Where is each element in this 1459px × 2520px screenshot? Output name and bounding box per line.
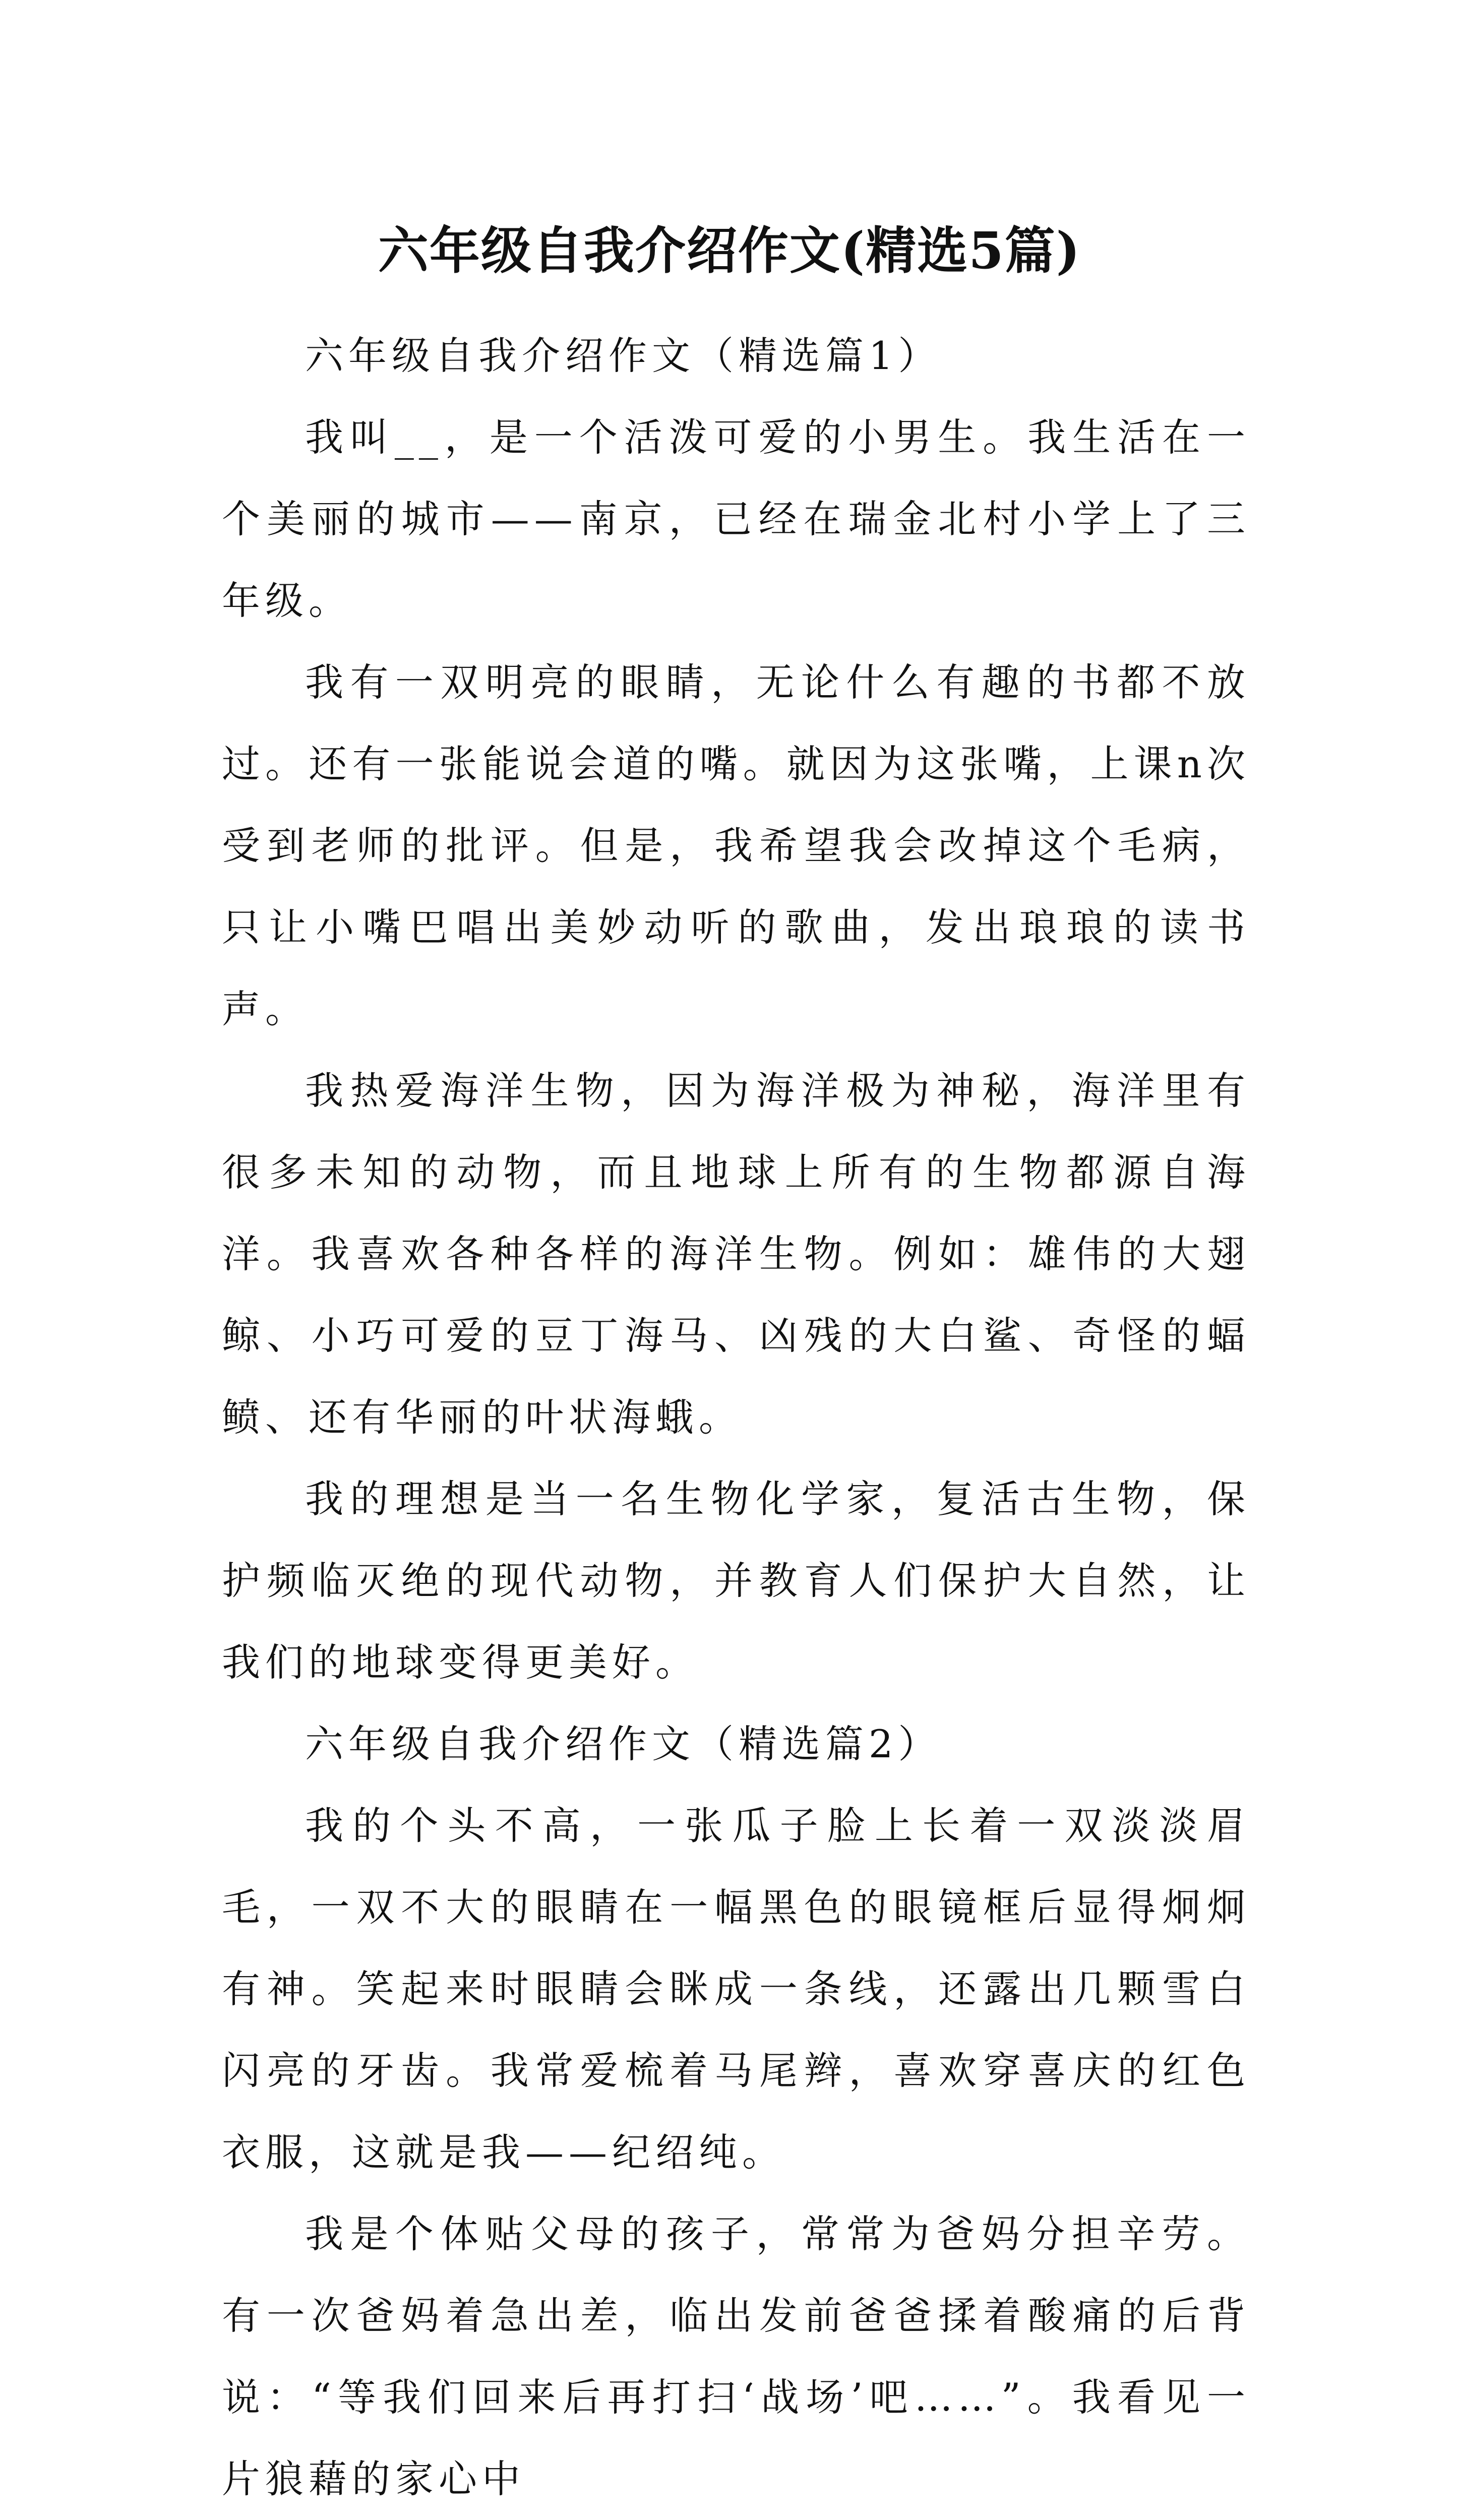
document-body: [222, 315, 1250, 2520]
paragraph: 我有一双明亮的眼睛，无论什么有趣的书都不放过。还有一张能说会道的嘴。就因为这张嘴，上课n次受到老师的批评。但是，我希望我会改掉这个毛病，只让小嘴巴唱出美妙动听的歌曲，发出琅琅的读书声。: [222, 660, 1250, 1031]
paragraph: 我的理想是当一名生物化学家，复活古生物，保护频临灭绝的现代动物，并教育人们保护大自然，让我们的地球变得更美好。: [222, 1477, 1250, 1685]
paragraph: 我叫__，是一个活泼可爱的小男生。我生活在一个美丽的城市——南京，已经在瑞金北村小学上了三年级。: [222, 415, 1250, 623]
page-title: 六年级自我介绍作文(精选5篇): [378, 221, 1081, 280]
section-heading-1: 六年级自我介绍作文（精选篇1）: [305, 333, 942, 378]
paragraph: 我是个体贴父母的孩子，常常为爸妈分担辛劳。有一次爸妈着急出差，临出发前爸爸揉着酸痛的后背说：“等我们回来后再打扫‘战场’吧……”。我看见一片狼藉的家心中: [222, 2211, 1250, 2501]
paragraph: 我热爱海洋生物，因为海洋极为神秘，海洋里有很多未知的动物，而且地球上所有的生物都源自海洋。我喜欢各种各样的海洋生物。例如：雄伟的大翅鲸、小巧可爱的豆丁海马、凶残的大白鲨、奇怪的蝠鲼、还有华丽的叶状海蛾。: [222, 1068, 1250, 1440]
paragraph: 我的个头不高，一张瓜子脸上长着一双淡淡眉毛，一双不大的眼睛在一幅黑色的眼镜框后显得炯炯有神。笑起来时眼睛会眯成一条线，还露出几颗雪白闪亮的牙齿。我常爱梳着马尾辫，喜欢穿喜庆的红色衣服，这就是我——纪绍纯。: [222, 1803, 1250, 2175]
section-heading-2: 六年级自我介绍作文（精选篇2）: [305, 1722, 942, 1766]
